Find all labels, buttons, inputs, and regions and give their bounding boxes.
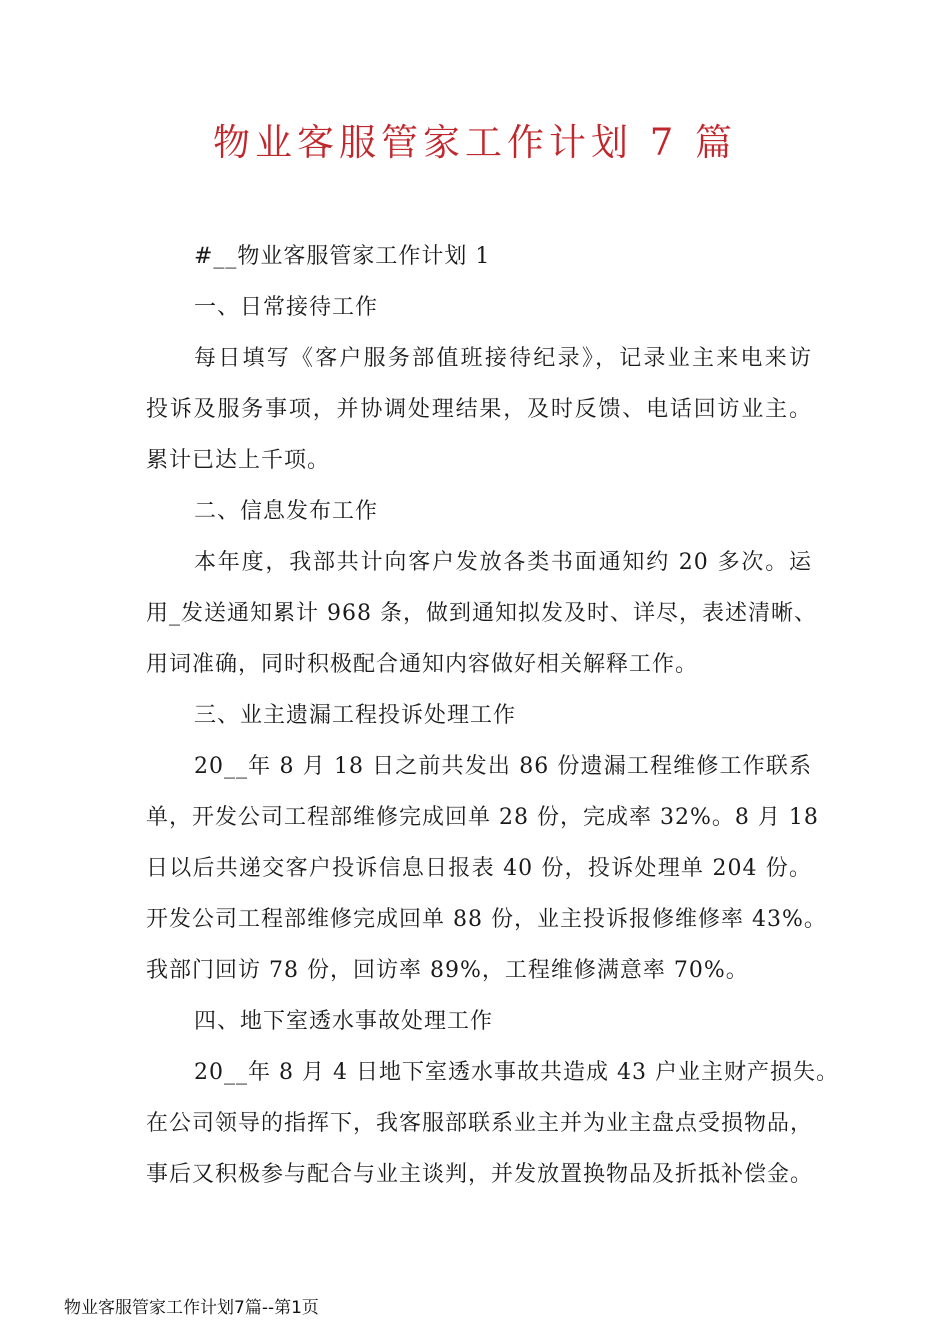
paragraph-line: 单，开发公司工程部维修完成回单 28 份，完成率 32%。8 月 18 xyxy=(146,805,819,830)
page-footer: 物业客服管家工作计划7篇--第1页 xyxy=(64,1298,319,1318)
paragraph-line: 开发公司工程部维修完成回单 88 份，业主投诉报修维修率 43%。 xyxy=(146,907,827,932)
paragraph-line: 20__年 8 月 4 日地下室透水事故共造成 43 户业主财产损失。 xyxy=(194,1060,839,1085)
paragraph-line: 用_发送通知累计 968 条，做到通知拟发及时、详尽，表述清晰、 xyxy=(146,601,817,626)
paragraph-line: 每日填写《客户服务部值班接待纪录》，记录业主来电来访 xyxy=(194,346,812,371)
section-4-heading: 四、地下室透水事故处理工作 xyxy=(194,1009,494,1034)
section-2-heading: 二、信息发布工作 xyxy=(194,499,379,524)
paragraph-line: 本年度，我部共计向客户发放各类书面通知约 20 多次。运 xyxy=(194,550,812,575)
paragraph-line: 在公司领导的指挥下，我客服部联系业主并为业主盘点受损物品， xyxy=(146,1111,814,1136)
paragraph-line: 20__年 8 月 18 日之前共发出 86 份遗漏工程维修工作联系 xyxy=(194,754,812,779)
document-body xyxy=(146,231,839,1200)
paragraph-line: 我部门回访 78 份，回访率 89%，工程维修满意率 70%。 xyxy=(146,958,749,983)
paragraph-line: 累计已达上千项。 xyxy=(146,448,331,473)
page-title: 物业客服管家工作计划 7 篇 xyxy=(212,121,738,164)
section-heading: #__物业客服管家工作计划 1 xyxy=(194,244,491,269)
section-1-heading: 一、日常接待工作 xyxy=(194,295,379,320)
paragraph-line: 用词准确，同时积极配合通知内容做好相关解释工作。 xyxy=(146,652,699,677)
section-3-heading: 三、业主遗漏工程投诉处理工作 xyxy=(194,703,517,728)
paragraph-line: 日以后共递交客户投诉信息日报表 40 份，投诉处理单 204 份。 xyxy=(146,856,812,881)
paragraph-line: 投诉及服务事项，并协调处理结果，及时反馈、电话回访业主。 xyxy=(146,397,812,422)
paragraph-line: 事后又积极参与配合与业主谈判，并发放置换物品及折抵补偿金。 xyxy=(146,1162,814,1187)
